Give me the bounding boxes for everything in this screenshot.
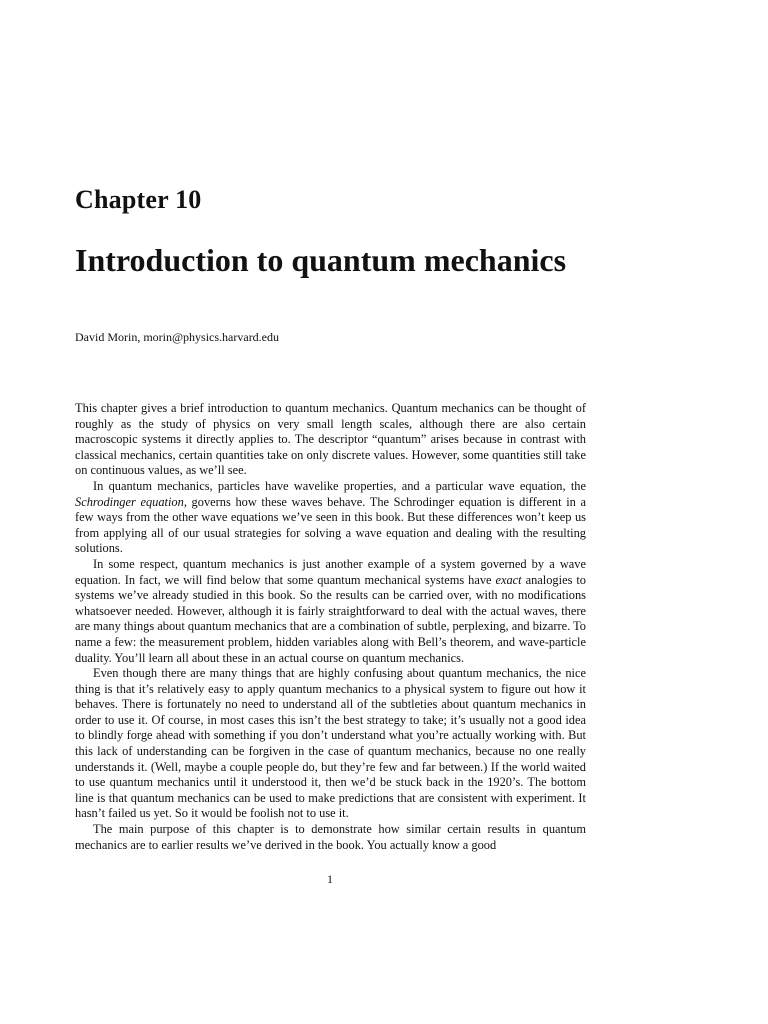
paragraph-2-before: In quantum mechanics, particles have wavelike properties, and a particular wave equation, the xyxy=(93,478,586,493)
paragraph-3-after: analogies to systems we’ve already studied in this book. So the results can be carried over, with no modifications whatsoever needed. However, although it is fairly straightforward to deal with the actual waves, there are many things about quantum mechanics that are a combination of subtle, perplexing, and bizarre. To name a few: the measurement problem, hidden variables along with Bell’s theorem, and wave-particle duality. You’ll learn all about these in an actual course on quantum mechanics. xyxy=(75,572,586,665)
chapter-title: Introduction to quantum mechanics xyxy=(75,242,567,278)
author-line: David Morin, morin@physics.harvard.edu xyxy=(75,330,280,344)
page-number: 1 xyxy=(327,872,333,886)
paragraph-3 xyxy=(75,557,586,666)
paragraph-2-emphasis: Schrodinger equation xyxy=(75,494,184,509)
paragraph-5-text: The main purpose of this chapter is to demonstrate how similar certain results in quantum mechanics are to earlier results we’ve derived in the book. You actually know a good xyxy=(75,822,586,852)
chapter-label: Chapter 10 xyxy=(75,185,202,214)
paragraph-1 xyxy=(75,401,586,479)
paragraph-2 xyxy=(75,479,586,557)
paragraph-3-before: In some respect, quantum mechanics is just another example of a system governed by a wave equation. In fact, we will find below that some quantum mechanical systems have xyxy=(75,556,586,587)
paragraph-1-text: This chapter gives a brief introduction to quantum mechanics. Quantum mechanics can be thought of roughly as the study of physics on very small length scales, although there are also certain macroscopic systems it directly applies to. The descriptor “quantum” arises because in contrast with classical mechanics, certain quantities take on only discrete values. However, some quantities still take on continuous values, as we’ll see. xyxy=(75,401,586,478)
paragraph-3-emphasis: exact xyxy=(495,572,522,587)
paragraph-2-after: , governs how these waves behave. The Schrodinger equation is different in a few ways from the other wave equations we’ve seen in this book. But these differences won’t keep us from applying all of our usual strategies for solving a wave equation and dealing with the resulting solutions. xyxy=(75,494,586,556)
paragraph-4 xyxy=(75,666,586,822)
body-text xyxy=(75,401,586,853)
paragraph-5 xyxy=(75,822,586,853)
paragraph-4-text: Even though there are many things that are highly confusing about quantum mechanics, the nice thing is that it’s relatively easy to apply quantum mechanics to a physical system to figure out how it behaves. There is fortunately no need to understand all of the subtleties about quantum mechanics in order to use it. Of course, in most cases this isn’t the best strategy to take; it’s usually not a good idea to blindly forge ahead with something if you don’t understand what you’re actually working with. But this lack of understanding can be forgiven in the case of quantum mechanics, because no one really understands it. (Well, maybe a couple people do, but they’re few and far between.) If the world waited to use quantum mechanics until it understood it, then we’d be stuck back in the 1920’s. The bottom line is that quantum mechanics can be used to make predictions that are consistent with experiment. It hasn’t failed us yet. So it would be foolish not to use it. xyxy=(75,666,586,821)
